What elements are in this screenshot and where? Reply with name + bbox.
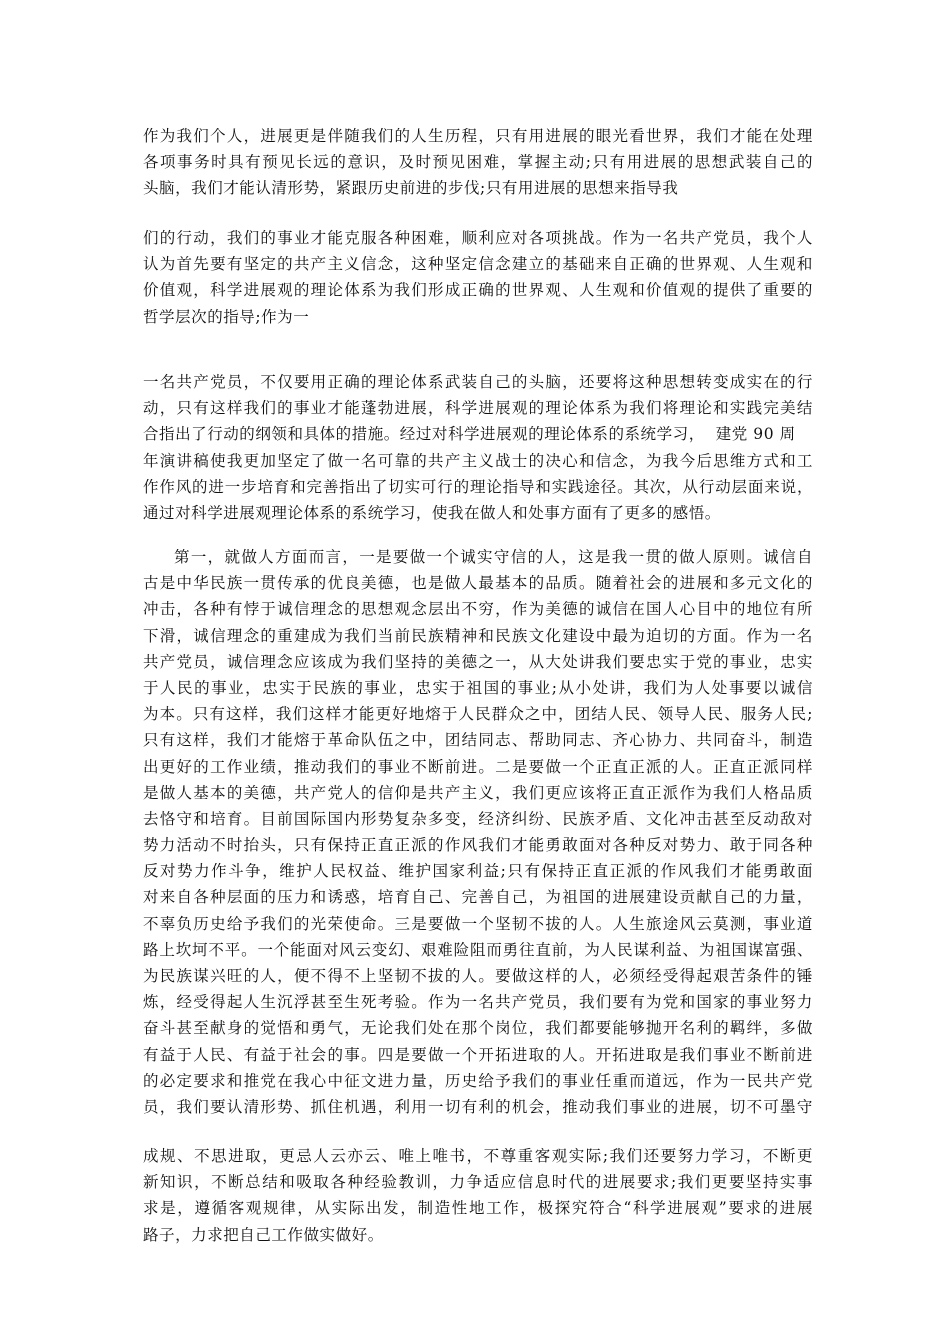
text-line: 作为我们个人，进展更是伴随我们的人生历程，只有用进展的眼光看世界，我们才能在处理 xyxy=(143,127,813,145)
text-line: 炼，经受得起人生沉浮甚至生死考验。作为一名共产党员，我们要有为党和国家的事业努力 xyxy=(143,993,813,1012)
text-line: 有益于人民、有益于社会的事。四是要做一个开拓进取的人。开拓进取是我们事业不断前进 xyxy=(143,1045,813,1064)
paragraph-block-3 xyxy=(143,369,813,526)
text-line: 年演讲稿使我更加坚定了做一名可靠的共产主义战士的决心和信念，为我今后思维方式和工 xyxy=(143,451,813,470)
text-line: 求是，遵循客观规律，从实际出发，制造性地工作，极探究符合“科学进展观”要求的进展 xyxy=(143,1199,813,1218)
text-line: 成规、不思进取，更忌人云亦云、唯上唯书，不尊重客观实际;我们还要努力学习，不断更 xyxy=(143,1147,813,1165)
text-line: 于人民的事业，忠实于民族的事业，忠实于祖国的事业;从小处讲，我们为人处事要以诚信 xyxy=(143,678,813,697)
text-line: 为本。只有这样，我们这样才能更好地熔于人民群众之中，团结人民、领导人民、服务人民; xyxy=(143,705,813,724)
text-line: 哲学层次的指导;作为一 xyxy=(143,307,310,326)
paragraph-block-1 xyxy=(143,123,813,202)
text-line: 认为首先要有坚定的共产主义信念，这种坚定信念建立的基础来自正确的世界观、人生观和 xyxy=(143,255,813,274)
text-line: 冲击，各种有悖于诚信理念的思想观念层出不穷，作为美德的诚信在国人心目中的地位有所 xyxy=(143,600,813,619)
text-line: 出更好的工作业绩，推动我们的事业不断前进。二是要做一个正直正派的人。正直正派同样 xyxy=(143,757,813,776)
text-line: 动，只有这样我们的事业才能蓬勃进展，科学进展观的理论体系为我们将理论和实践完美结 xyxy=(143,399,813,418)
text-line: 不辜负历史给予我们的光荣使命。三是要做一个坚韧不拔的人。人生旅途风云莫测，事业道 xyxy=(143,914,813,933)
text-line: 价值观，科学进展观的理论体系为我们形成正确的世界观、人生观和价值观的提供了重要的 xyxy=(143,281,813,300)
text-line: 势力活动不时抬头，只有保持正直正派的作风我们才能勇敢面对各种反对势力、敢于同各种 xyxy=(143,836,813,855)
text-line: 是做人基本的美德，共产党人的信仰是共产主义，我们更应该将正直正派作为我们人格品质 xyxy=(143,783,813,802)
paragraph-block-4 xyxy=(143,544,813,1120)
text-line: 一名共产党员，不仅要用正确的理论体系武装自己的头脑，还要将这种思想转变成实在的行 xyxy=(143,373,813,391)
text-line: 的必定要求和推党在我心中征文进力量，历史给予我们的事业任重而道远，作为一民共产党 xyxy=(143,1071,813,1090)
text-line: 奋斗甚至献身的觉悟和勇气，无论我们处在那个岗位，我们都要能够抛开名利的羁绊，多做 xyxy=(143,1019,813,1038)
paragraph-block-5 xyxy=(143,1143,813,1248)
text-line: 头脑，我们才能认清形势，紧跟历史前进的步伐;只有用进展的思想来指导我 xyxy=(143,179,679,198)
text-line: 们的行动，我们的事业才能克服各种困难，顺利应对各项挑战。作为一名共产党员，我个人 xyxy=(143,229,813,247)
text-line: 反对势力作斗争，维护人民权益、维护国家利益;只有保持正直正派的作风我们才能勇敢面 xyxy=(143,862,813,881)
text-line: 对来自各种层面的压力和诱惑，培育自己、完善自己，为祖国的进展建设贡献自己的力量， xyxy=(143,888,813,907)
text-line: 通过对科学进展观理论体系的系统学习，使我在做人和处事方面有了更多的感悟。 xyxy=(143,503,721,522)
text-line: 第一，就做人方面而言，一是要做一个诚实守信的人，这是我一贯的做人原则。诚信自 xyxy=(174,548,813,566)
text-line: 共产党员，诚信理念应该成为我们坚持的美德之一，从大处讲我们要忠实于党的事业，忠实 xyxy=(143,652,813,671)
text-line: 古是中华民族一贯传承的优良美德，也是做人最基本的品质。随着社会的进展和多元文化的 xyxy=(143,574,813,593)
paragraph-block-2 xyxy=(143,225,813,330)
text-line: 路上坎坷不平。一个能面对风云变幻、艰难险阻而勇往直前，为人民谋利益、为祖国谋富强、 xyxy=(143,940,813,959)
text-line: 作作风的进一步培育和完善指出了切实可行的理论指导和实践途径。其次，从行动层面来说， xyxy=(143,477,813,496)
text-line: 为民族谋兴旺的人，便不得不上坚韧不拔的人。要做这样的人，必须经受得起艰苦条件的锤 xyxy=(143,967,813,985)
text-line: 路子，力求把自己工作做实做好。 xyxy=(143,1225,384,1244)
text-line: 合指出了行动的纲领和具体的措施。经过对科学进展观的理论体系的系统学习， 建党 90 周 xyxy=(143,425,796,444)
text-line: 下滑，诚信理念的重建成为我们当前民族精神和民族文化建设中最为迫切的方面。作为一名 xyxy=(143,626,813,645)
text-line: 各项事务时具有预见长远的意识，及时预见困难，掌握主动;只有用进展的思想武装自己的 xyxy=(143,153,813,172)
text-line: 只有这样，我们才能熔于革命队伍之中，团结同志、帮助同志、齐心协力、共同奋斗，制造 xyxy=(143,731,813,750)
text-line: 新知识，不断总结和吸取各种经验教训，力争适应信息时代的进展要求;我们更要坚持实事 xyxy=(143,1173,813,1192)
text-line: 员，我们要认清形势、抓住机遇，利用一切有利的机会，推动我们事业的进展，切不可墨守 xyxy=(143,1097,813,1116)
text-line: 去恪守和培育。目前国际国内形势复杂多变，经济纠纷、民族矛盾、文化冲击甚至反动敌对 xyxy=(143,809,813,828)
